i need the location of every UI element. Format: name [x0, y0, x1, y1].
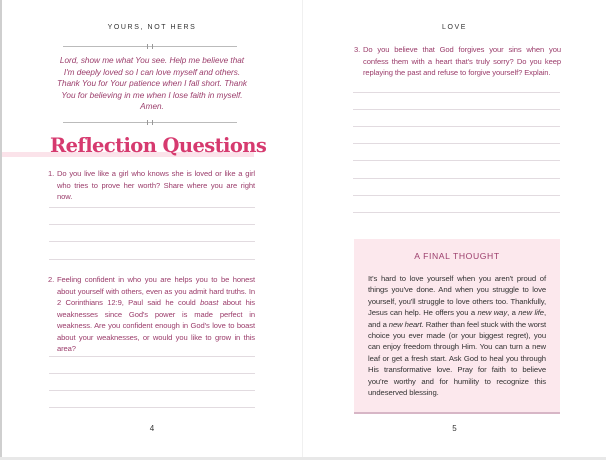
answer-line[interactable]: [353, 92, 560, 93]
question-2: [48, 274, 255, 355]
answer-line[interactable]: [49, 207, 255, 208]
answer-line[interactable]: [49, 407, 255, 408]
left-page: [0, 0, 302, 458]
right-page: [303, 0, 606, 458]
text-run: , a: [507, 308, 519, 318]
text-run: It's hard to love yourself when you aren't proud of things you've done. And when you struggle to love yourself, you'll struggle to love others too. Thankfully, Jesus can help. He offers you a: [368, 274, 546, 318]
question-number: 1.: [48, 169, 55, 178]
answer-line[interactable]: [353, 195, 560, 196]
question-text: Do you believe that God forgives your sins when you confess them with a heart that's truly sorry? Do you keep replaying the past and refuse to forgive yourself? Explain.: [363, 45, 561, 77]
question-text: Do you live like a girl who knows she is loved or like a girl who tries to prove her worth? Share where you are right now.: [57, 169, 255, 201]
text-run: , and a: [368, 308, 546, 329]
final-thought-title: A FINAL THOUGHT: [414, 251, 500, 261]
question-text: Feeling confident in who you are helps you to be honest about yourself with others, even as you admit hard truths. In 2 Corinthians 12:9, Paul said he could: [57, 275, 255, 307]
question-number: 3.: [354, 45, 361, 54]
question-number: 2.: [48, 275, 55, 284]
answer-line[interactable]: [353, 178, 560, 179]
final-thought-text: [368, 273, 546, 398]
ornament-divider-top: [63, 46, 237, 47]
final-thought-box: [354, 239, 560, 414]
answer-line[interactable]: [49, 390, 255, 391]
prayer-text: Lord, show me what You see. Help me believe that I'm deeply loved so I can love myself and others. Thank You for Your patience when I fall short. Thank You for believing in me when I lose faith in myself. Amen.: [57, 56, 247, 112]
answer-line[interactable]: [353, 126, 560, 127]
answer-line[interactable]: [353, 109, 560, 110]
question-emphasis: boast: [200, 298, 219, 307]
question-1: [48, 168, 255, 203]
emphasis: new heart: [388, 319, 422, 329]
running-head: LOVE: [441, 24, 468, 31]
answer-line[interactable]: [353, 143, 560, 144]
section-heading: Reflection Questions: [50, 134, 267, 157]
answer-line[interactable]: [49, 241, 255, 242]
page-number: 4: [149, 424, 155, 433]
ornament-divider-bottom: [63, 122, 237, 123]
question-text: about his weaknesses since God's power is made perfect in weakness. Are you confident enough in God's love to boast about your weaknesses, or would you like to grow in this area?: [57, 298, 255, 353]
page-number: 5: [452, 424, 457, 433]
emphasis: new life: [518, 308, 544, 318]
answer-line[interactable]: [49, 356, 255, 357]
running-head: YOURS, NOT HERS: [107, 24, 197, 31]
answer-line[interactable]: [353, 212, 560, 213]
answer-line[interactable]: [49, 373, 255, 374]
text-run: . Rather than feel stuck with the worst choice you ever made (or your biggest regret), you can enjoy freedom through Him. You can turn a new leaf or get a fresh start. Ask God to heal you through His transformative love. Pray for faith to believe you're worthy and for humility to recognize this undeserved blessing.: [368, 319, 546, 398]
emphasis: new way: [477, 308, 508, 318]
answer-line[interactable]: [49, 224, 255, 225]
answer-line[interactable]: [49, 259, 255, 260]
question-3: [354, 44, 561, 79]
answer-line[interactable]: [353, 160, 560, 161]
